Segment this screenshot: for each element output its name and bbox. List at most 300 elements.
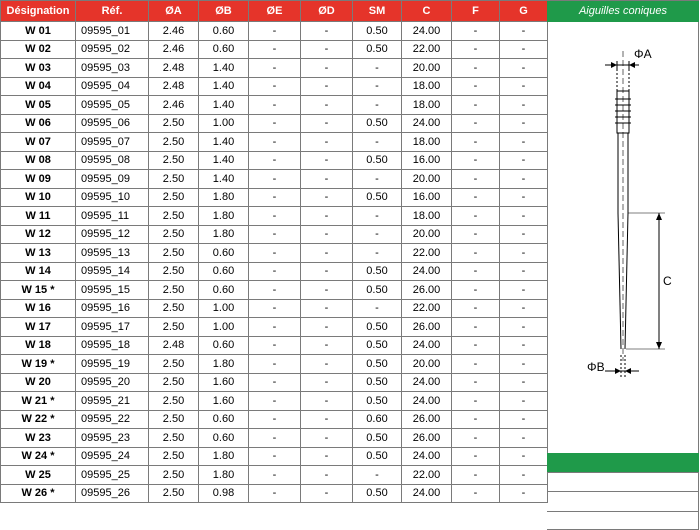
diam-a-cell: 2.48 <box>149 59 199 78</box>
panel-divider <box>547 511 699 512</box>
sm-cell: - <box>353 59 402 78</box>
ref-cell: 09595_06 <box>76 114 149 133</box>
diam-b-cell: 1.40 <box>199 170 249 189</box>
diam-e-cell: - <box>249 299 301 318</box>
diam-e-cell: - <box>249 59 301 78</box>
col-header-diam-d: ØD <box>301 1 353 22</box>
f-cell: - <box>452 40 500 59</box>
ref-cell: 09595_10 <box>76 188 149 207</box>
dim-b-arrow <box>615 368 621 374</box>
g-cell: - <box>500 336 548 355</box>
diam-a-cell: 2.50 <box>149 447 199 466</box>
table-row <box>1 225 548 244</box>
g-cell: - <box>500 188 548 207</box>
table-row <box>1 410 548 429</box>
f-cell: - <box>452 133 500 152</box>
diam-e-cell: - <box>249 188 301 207</box>
col-header-sm: SM <box>353 1 402 22</box>
diam-e-cell: - <box>249 447 301 466</box>
diam-b-cell: 0.60 <box>199 22 249 41</box>
ref-cell: 09595_14 <box>76 262 149 281</box>
g-cell: - <box>500 410 548 429</box>
diam-b-cell: 1.80 <box>199 207 249 226</box>
table-row <box>1 170 548 189</box>
ref-cell: 09595_01 <box>76 22 149 41</box>
diam-e-cell: - <box>249 114 301 133</box>
diam-b-cell: 1.80 <box>199 447 249 466</box>
green-separator-bar <box>547 453 699 472</box>
diam-e-cell: - <box>249 244 301 263</box>
diam-e-cell: - <box>249 392 301 411</box>
sm-cell: - <box>353 170 402 189</box>
g-cell: - <box>500 59 548 78</box>
sm-cell: 0.50 <box>353 336 402 355</box>
col-header-diam-e: ØE <box>249 1 301 22</box>
dim-c-label: C <box>663 274 672 288</box>
diam-a-cell: 2.50 <box>149 262 199 281</box>
designation-cell: W 13 <box>1 244 76 263</box>
c-cell: 16.00 <box>402 151 452 170</box>
designation-cell: W 04 <box>1 77 76 96</box>
sm-cell: 0.50 <box>353 188 402 207</box>
f-cell: - <box>452 447 500 466</box>
diam-a-cell: 2.50 <box>149 170 199 189</box>
diam-e-cell: - <box>249 281 301 300</box>
header-row <box>1 1 548 22</box>
col-header-designation: Désignation <box>1 1 76 22</box>
panel-divider <box>547 472 699 473</box>
designation-cell: W 21 * <box>1 392 76 411</box>
diam-a-cell: 2.50 <box>149 225 199 244</box>
conical-needle-diagram <box>547 21 699 391</box>
diam-e-cell: - <box>249 225 301 244</box>
sm-cell: 0.50 <box>353 447 402 466</box>
diam-d-cell: - <box>301 392 353 411</box>
designation-cell: W 14 <box>1 262 76 281</box>
ref-cell: 09595_13 <box>76 244 149 263</box>
f-cell: - <box>452 77 500 96</box>
col-header-f: F <box>452 1 500 22</box>
diam-e-cell: - <box>249 355 301 374</box>
f-cell: - <box>452 299 500 318</box>
c-cell: 24.00 <box>402 447 452 466</box>
table-row <box>1 96 548 115</box>
diam-e-cell: - <box>249 466 301 485</box>
c-cell: 24.00 <box>402 114 452 133</box>
table-row <box>1 466 548 485</box>
ref-cell: 09595_12 <box>76 225 149 244</box>
ref-cell: 09595_08 <box>76 151 149 170</box>
designation-cell: W 01 <box>1 22 76 41</box>
g-cell: - <box>500 133 548 152</box>
designation-cell: W 16 <box>1 299 76 318</box>
ref-cell: 09595_22 <box>76 410 149 429</box>
f-cell: - <box>452 466 500 485</box>
g-cell: - <box>500 22 548 41</box>
diam-a-cell: 2.50 <box>149 318 199 337</box>
diam-b-cell: 0.60 <box>199 336 249 355</box>
table-row <box>1 447 548 466</box>
diam-d-cell: - <box>301 22 353 41</box>
table-row <box>1 355 548 374</box>
g-cell: - <box>500 484 548 503</box>
dim-a-label: ΦA <box>634 47 652 61</box>
dim-c-arrow <box>656 213 662 220</box>
diam-a-cell: 2.46 <box>149 40 199 59</box>
ref-cell: 09595_23 <box>76 429 149 448</box>
diam-a-cell: 2.50 <box>149 355 199 374</box>
ref-cell: 09595_26 <box>76 484 149 503</box>
diam-e-cell: - <box>249 410 301 429</box>
table-row <box>1 151 548 170</box>
ref-cell: 09595_03 <box>76 59 149 78</box>
table-row <box>1 318 548 337</box>
ref-cell: 09595_24 <box>76 447 149 466</box>
c-cell: 18.00 <box>402 77 452 96</box>
sm-cell: 0.50 <box>353 114 402 133</box>
ref-cell: 09595_02 <box>76 40 149 59</box>
ref-cell: 09595_16 <box>76 299 149 318</box>
needle-taper <box>618 213 621 349</box>
diam-d-cell: - <box>301 355 353 374</box>
diam-e-cell: - <box>249 207 301 226</box>
designation-cell: W 25 <box>1 466 76 485</box>
diam-d-cell: - <box>301 40 353 59</box>
designation-cell: W 08 <box>1 151 76 170</box>
ref-cell: 09595_17 <box>76 318 149 337</box>
g-cell: - <box>500 373 548 392</box>
g-cell: - <box>500 299 548 318</box>
diam-b-cell: 1.40 <box>199 59 249 78</box>
diam-d-cell: - <box>301 447 353 466</box>
diam-e-cell: - <box>249 318 301 337</box>
diam-b-cell: 0.60 <box>199 429 249 448</box>
g-cell: - <box>500 96 548 115</box>
f-cell: - <box>452 207 500 226</box>
c-cell: 20.00 <box>402 355 452 374</box>
diam-b-cell: 1.60 <box>199 373 249 392</box>
diam-d-cell: - <box>301 133 353 152</box>
ref-cell: 09595_18 <box>76 336 149 355</box>
dim-a-arrow <box>611 62 617 68</box>
diam-b-cell: 1.00 <box>199 114 249 133</box>
diam-d-cell: - <box>301 336 353 355</box>
diam-b-cell: 1.00 <box>199 318 249 337</box>
c-cell: 22.00 <box>402 244 452 263</box>
c-cell: 24.00 <box>402 392 452 411</box>
diam-d-cell: - <box>301 225 353 244</box>
table-row <box>1 281 548 300</box>
diam-b-cell: 1.80 <box>199 188 249 207</box>
sm-cell: 0.50 <box>353 40 402 59</box>
c-cell: 26.00 <box>402 410 452 429</box>
table-row <box>1 484 548 503</box>
needle-taper <box>625 213 628 349</box>
c-cell: 16.00 <box>402 188 452 207</box>
table-row <box>1 59 548 78</box>
diam-d-cell: - <box>301 299 353 318</box>
c-cell: 24.00 <box>402 484 452 503</box>
designation-cell: W 03 <box>1 59 76 78</box>
diam-b-cell: 0.98 <box>199 484 249 503</box>
ref-cell: 09595_21 <box>76 392 149 411</box>
diam-a-cell: 2.50 <box>149 429 199 448</box>
diam-e-cell: - <box>249 40 301 59</box>
designation-cell: W 18 <box>1 336 76 355</box>
diam-b-cell: 1.80 <box>199 466 249 485</box>
c-cell: 18.00 <box>402 96 452 115</box>
diam-b-cell: 0.60 <box>199 410 249 429</box>
g-cell: - <box>500 244 548 263</box>
g-cell: - <box>500 429 548 448</box>
diam-d-cell: - <box>301 151 353 170</box>
diam-a-cell: 2.50 <box>149 484 199 503</box>
diam-d-cell: - <box>301 77 353 96</box>
diam-d-cell: - <box>301 244 353 263</box>
sm-cell: 0.50 <box>353 318 402 337</box>
designation-cell: W 11 <box>1 207 76 226</box>
diam-a-cell: 2.50 <box>149 207 199 226</box>
sm-cell: - <box>353 466 402 485</box>
dim-c-arrow <box>656 342 662 349</box>
diam-d-cell: - <box>301 484 353 503</box>
sm-cell: - <box>353 77 402 96</box>
designation-cell: W 17 <box>1 318 76 337</box>
c-cell: 18.00 <box>402 133 452 152</box>
designation-cell: W 12 <box>1 225 76 244</box>
g-cell: - <box>500 207 548 226</box>
g-cell: - <box>500 77 548 96</box>
designation-cell: W 20 <box>1 373 76 392</box>
diam-e-cell: - <box>249 96 301 115</box>
ref-cell: 09595_11 <box>76 207 149 226</box>
c-cell: 22.00 <box>402 466 452 485</box>
diam-e-cell: - <box>249 373 301 392</box>
designation-cell: W 07 <box>1 133 76 152</box>
diam-a-cell: 2.50 <box>149 133 199 152</box>
dim-b-label: ΦB <box>587 360 605 374</box>
sm-cell: - <box>353 225 402 244</box>
designation-cell: W 22 * <box>1 410 76 429</box>
diam-e-cell: - <box>249 22 301 41</box>
c-cell: 24.00 <box>402 373 452 392</box>
designation-cell: W 19 * <box>1 355 76 374</box>
diam-e-cell: - <box>249 484 301 503</box>
c-cell: 20.00 <box>402 225 452 244</box>
sm-cell: 0.50 <box>353 429 402 448</box>
g-cell: - <box>500 281 548 300</box>
diam-b-cell: 0.60 <box>199 281 249 300</box>
f-cell: - <box>452 429 500 448</box>
table-row <box>1 207 548 226</box>
diam-b-cell: 1.80 <box>199 355 249 374</box>
diam-b-cell: 1.40 <box>199 133 249 152</box>
table-row <box>1 40 548 59</box>
c-cell: 24.00 <box>402 22 452 41</box>
table-row <box>1 188 548 207</box>
diam-e-cell: - <box>249 133 301 152</box>
f-cell: - <box>452 188 500 207</box>
g-cell: - <box>500 466 548 485</box>
col-header-diam-b: ØB <box>199 1 249 22</box>
diam-d-cell: - <box>301 207 353 226</box>
g-cell: - <box>500 447 548 466</box>
diam-d-cell: - <box>301 114 353 133</box>
f-cell: - <box>452 336 500 355</box>
diam-a-cell: 2.46 <box>149 96 199 115</box>
diam-a-cell: 2.50 <box>149 466 199 485</box>
g-cell: - <box>500 262 548 281</box>
table-row <box>1 299 548 318</box>
c-cell: 26.00 <box>402 318 452 337</box>
sm-cell: 0.60 <box>353 410 402 429</box>
diam-b-cell: 1.40 <box>199 151 249 170</box>
diam-b-cell: 1.40 <box>199 77 249 96</box>
diam-d-cell: - <box>301 96 353 115</box>
ref-cell: 09595_07 <box>76 133 149 152</box>
c-cell: 20.00 <box>402 170 452 189</box>
f-cell: - <box>452 410 500 429</box>
sm-cell: 0.50 <box>353 484 402 503</box>
f-cell: - <box>452 244 500 263</box>
f-cell: - <box>452 22 500 41</box>
sm-cell: 0.50 <box>353 151 402 170</box>
sm-cell: 0.50 <box>353 281 402 300</box>
table-row <box>1 373 548 392</box>
diam-a-cell: 2.50 <box>149 410 199 429</box>
diam-a-cell: 2.50 <box>149 244 199 263</box>
f-cell: - <box>452 59 500 78</box>
table-row <box>1 392 548 411</box>
f-cell: - <box>452 392 500 411</box>
c-cell: 24.00 <box>402 262 452 281</box>
designation-cell: W 26 * <box>1 484 76 503</box>
sm-cell: 0.50 <box>353 22 402 41</box>
panel-divider <box>547 491 699 492</box>
g-cell: - <box>500 40 548 59</box>
designation-cell: W 02 <box>1 40 76 59</box>
designation-cell: W 24 * <box>1 447 76 466</box>
diam-d-cell: - <box>301 188 353 207</box>
diam-a-cell: 2.46 <box>149 22 199 41</box>
diam-d-cell: - <box>301 373 353 392</box>
diam-b-cell: 1.40 <box>199 96 249 115</box>
g-cell: - <box>500 114 548 133</box>
ref-cell: 09595_09 <box>76 170 149 189</box>
ref-cell: 09595_25 <box>76 466 149 485</box>
diam-d-cell: - <box>301 281 353 300</box>
diam-a-cell: 2.48 <box>149 336 199 355</box>
table-row <box>1 114 548 133</box>
g-cell: - <box>500 225 548 244</box>
g-cell: - <box>500 355 548 374</box>
c-cell: 26.00 <box>402 429 452 448</box>
sm-cell: 0.50 <box>353 373 402 392</box>
f-cell: - <box>452 170 500 189</box>
col-header-g: G <box>500 1 548 22</box>
diam-e-cell: - <box>249 77 301 96</box>
sm-cell: - <box>353 133 402 152</box>
g-cell: - <box>500 151 548 170</box>
designation-cell: W 15 * <box>1 281 76 300</box>
diam-a-cell: 2.50 <box>149 392 199 411</box>
ref-cell: 09595_20 <box>76 373 149 392</box>
designation-cell: W 23 <box>1 429 76 448</box>
diam-d-cell: - <box>301 318 353 337</box>
sm-cell: - <box>353 207 402 226</box>
sm-cell: - <box>353 244 402 263</box>
f-cell: - <box>452 318 500 337</box>
c-cell: 18.00 <box>402 207 452 226</box>
f-cell: - <box>452 262 500 281</box>
designation-cell: W 10 <box>1 188 76 207</box>
designation-cell: W 06 <box>1 114 76 133</box>
f-cell: - <box>452 281 500 300</box>
diam-e-cell: - <box>249 170 301 189</box>
diagram-title: Aiguilles coniques <box>547 1 699 22</box>
diam-d-cell: - <box>301 59 353 78</box>
g-cell: - <box>500 318 548 337</box>
table-row <box>1 133 548 152</box>
ref-cell: 09595_15 <box>76 281 149 300</box>
diam-d-cell: - <box>301 466 353 485</box>
diam-b-cell: 0.60 <box>199 244 249 263</box>
ref-cell: 09595_04 <box>76 77 149 96</box>
f-cell: - <box>452 373 500 392</box>
diam-d-cell: - <box>301 410 353 429</box>
table-row <box>1 22 548 41</box>
diam-b-cell: 1.00 <box>199 299 249 318</box>
diam-a-cell: 2.50 <box>149 373 199 392</box>
col-header-c: C <box>402 1 452 22</box>
col-header-ref: Réf. <box>76 1 149 22</box>
table-row <box>1 244 548 263</box>
g-cell: - <box>500 170 548 189</box>
f-cell: - <box>452 114 500 133</box>
diam-e-cell: - <box>249 429 301 448</box>
g-cell: - <box>500 392 548 411</box>
diam-d-cell: - <box>301 429 353 448</box>
diam-d-cell: - <box>301 170 353 189</box>
dim-a-arrow <box>629 62 635 68</box>
c-cell: 24.00 <box>402 336 452 355</box>
sm-cell: 0.50 <box>353 355 402 374</box>
f-cell: - <box>452 151 500 170</box>
f-cell: - <box>452 484 500 503</box>
diam-b-cell: 1.60 <box>199 392 249 411</box>
table-row <box>1 262 548 281</box>
table-row <box>1 429 548 448</box>
sm-cell: 0.50 <box>353 262 402 281</box>
col-header-diam-a: ØA <box>149 1 199 22</box>
f-cell: - <box>452 225 500 244</box>
diam-e-cell: - <box>249 151 301 170</box>
dim-b-arrow <box>625 368 631 374</box>
f-cell: - <box>452 355 500 374</box>
designation-cell: W 09 <box>1 170 76 189</box>
sm-cell: - <box>353 96 402 115</box>
diam-a-cell: 2.50 <box>149 299 199 318</box>
ref-cell: 09595_05 <box>76 96 149 115</box>
c-cell: 22.00 <box>402 299 452 318</box>
diam-d-cell: - <box>301 262 353 281</box>
diam-a-cell: 2.48 <box>149 77 199 96</box>
c-cell: 22.00 <box>402 40 452 59</box>
f-cell: - <box>452 96 500 115</box>
c-cell: 26.00 <box>402 281 452 300</box>
diam-e-cell: - <box>249 336 301 355</box>
diam-a-cell: 2.50 <box>149 188 199 207</box>
